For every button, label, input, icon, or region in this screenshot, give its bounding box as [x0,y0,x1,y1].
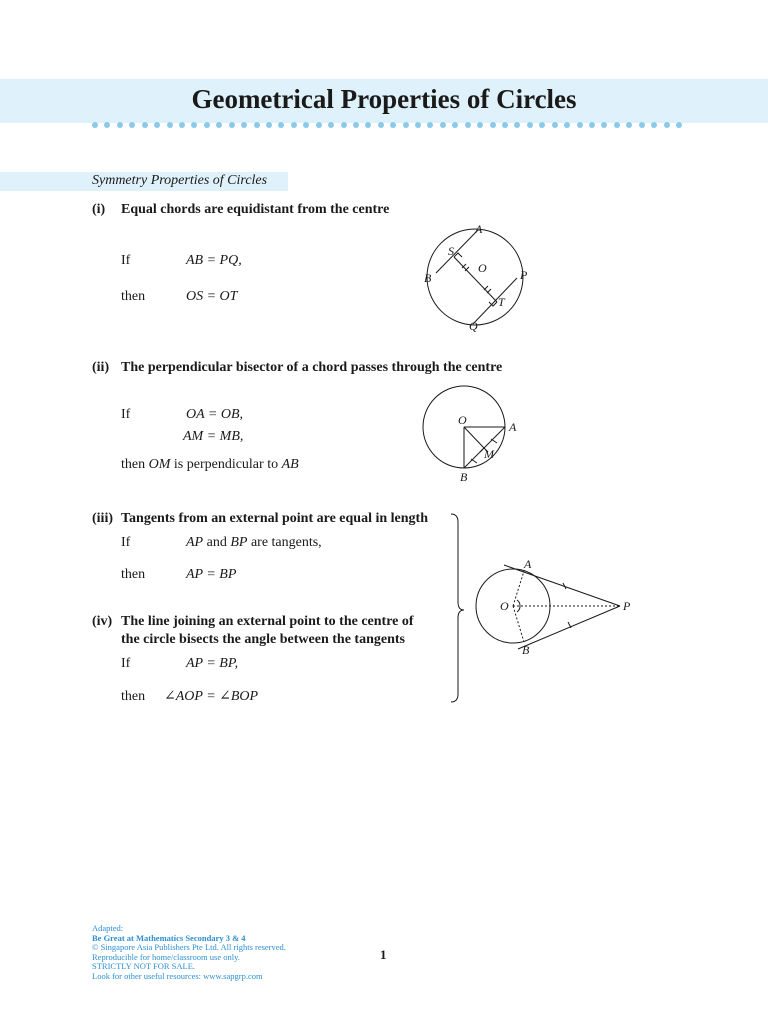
title-dot [676,122,682,128]
d2-label-b: B [460,470,468,484]
perpendicular-bisector-diagram [418,382,528,486]
d1-label-q: Q [469,319,478,333]
title-dot [154,122,160,128]
title-dot [477,122,483,128]
title-dot [378,122,384,128]
title-dot [614,122,620,128]
title-dot [303,122,309,128]
item-1-then-label: then [121,289,146,304]
d3-label-p: P [623,599,631,613]
d1-label-a: A [475,222,483,236]
item-3-if-and: and [206,535,227,550]
title-dot [427,122,433,128]
d2-segment-om [464,427,484,448]
item-1-then-expr: OS = OT [186,289,238,304]
title-dot [651,122,657,128]
item-1-number: (i) [92,202,106,217]
d1-label-o: O [478,261,487,275]
title-dot [291,122,297,128]
item-3-then-expr: AP = BP [186,567,237,582]
title-dot [502,122,508,128]
item-2-then-text: is perpendicular to [173,457,279,472]
d1-chord-ab [436,230,478,273]
tangents-diagram [468,556,640,658]
title-dot [465,122,471,128]
item-3-heading: Tangents from an external point are equal in length [121,511,428,526]
d1-label-s: S [448,244,454,258]
d3-tangent-bp [518,606,620,649]
d3-tangent-ap [504,565,620,606]
item-4-if-label: If [121,656,131,671]
title-dot-row [92,122,682,130]
title-dot [527,122,533,128]
item-2-then-label: then [121,457,146,472]
page-title: Geometrical Properties of Circles [191,84,577,114]
d3-label-o: O [500,599,509,613]
title-dot [104,122,110,128]
d1-label-b: B [424,271,432,285]
title-dot [365,122,371,128]
item-1-if-expr: AB = PQ, [186,253,242,268]
item-3-if-var1: AP [186,535,204,550]
title-dot [241,122,247,128]
title-dot [552,122,558,128]
title-dot [328,122,334,128]
footer-line-1: Adapted: [92,923,124,933]
footer-credits [92,924,286,981]
title-dot [254,122,260,128]
item-1-heading: Equal chords are equidistant from the centre [121,202,390,217]
title-dot [539,122,545,128]
title-dot [440,122,446,128]
title-dot [626,122,632,128]
title-dot [191,122,197,128]
title-dot [353,122,359,128]
item-4-if-expr: AP = BP, [186,656,239,671]
item-3-if-line [186,534,322,552]
item-2-if-expr2: AM = MB, [183,429,244,444]
title-dot [179,122,185,128]
item-2-then-var2: AB [281,457,299,472]
title-dot [117,122,123,128]
equal-chords-diagram [418,220,538,338]
footer-line-4: Reproducible for home/classroom use only. [92,951,240,962]
title-dot [278,122,284,128]
title-dot [577,122,583,128]
title-dot [390,122,396,128]
title-dot [229,122,235,128]
title-dot [403,122,409,128]
item-2-if-expr: OA = OB, [186,407,244,422]
d2-label-o: O [458,413,467,427]
item-4-then-expr: ∠AOP = ∠BOP [164,689,259,704]
title-dot [490,122,496,128]
section-title: Symmetry Properties of Circles [92,173,268,188]
item-3-then-label: then [121,567,146,582]
title-dot [316,122,322,128]
grouping-brace [448,512,468,704]
d2-label-a: A [509,420,517,434]
item-3-number: (iii) [92,511,113,526]
title-dot [216,122,222,128]
title-dot [452,122,458,128]
footer-line-3: © Singapore Asia Publishers Pte Ltd. All rights reserved. [92,942,286,952]
title-dot [564,122,570,128]
d1-perp-segment [454,257,497,302]
footer-line-5: STRICTLY NOT FOR SALE. [92,961,196,971]
item-2-number: (ii) [92,360,110,375]
footer-line-6[interactable]: Look for other useful resources: www.sapgrp.com [92,970,263,981]
d1-circle [427,229,523,325]
title-dot [167,122,173,128]
title-dot [664,122,670,128]
item-2-then [121,456,299,474]
item-1-if-label: If [121,253,131,268]
title-dot [129,122,135,128]
d1-chord-pq [473,278,517,324]
title-dot [415,122,421,128]
title-dot [639,122,645,128]
d3-label-b: B [522,643,530,657]
item-3-if-var2: BP [230,535,248,550]
item-3-if-label: If [121,535,131,550]
d1-label-t: T [498,295,505,309]
item-2-heading: The perpendicular bisector of a chord passes through the centre [121,360,503,375]
title-dot [589,122,595,128]
title-dot [204,122,210,128]
title-dot [514,122,520,128]
item-4-number: (iv) [92,614,113,629]
item-3-if-text: are tangents, [250,535,322,550]
item-2-if-label: If [121,407,131,422]
title-dot [341,122,347,128]
item-4-heading-line2: the circle bisects the angle between the tangents [121,632,405,647]
d1-label-p: P [520,268,528,282]
title-dot [142,122,148,128]
title-dot [601,122,607,128]
d3-radius-ob [513,606,524,642]
d3-label-a: A [524,557,532,571]
d2-label-m: M [484,447,494,461]
footer-line-2: Be Great at Mathematics Secondary 3 & 4 [92,932,246,943]
page-number: 1 [380,947,387,962]
item-4-heading: The line joining an external point to the centre of [121,614,414,629]
item-4-then-label: then [121,689,146,704]
item-2-then-var: OM [148,457,171,472]
title-dot [266,122,272,128]
title-dot [92,122,98,128]
